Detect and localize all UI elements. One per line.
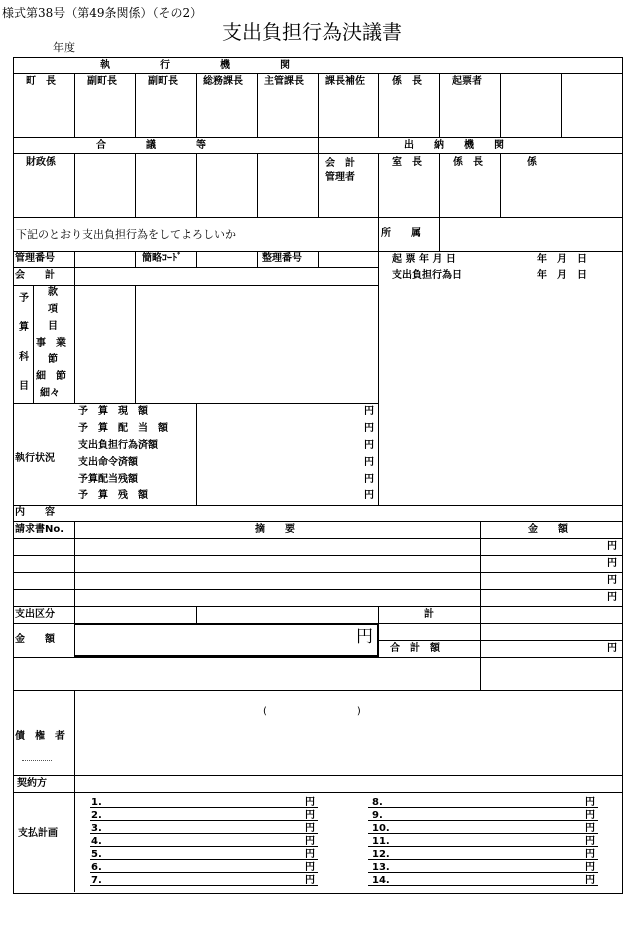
plan-right-num-5: 12.: [372, 849, 390, 860]
payment-plan-label: 支払計画: [18, 828, 58, 839]
exec-section-chief: 主管課長: [264, 76, 304, 87]
creditor-paren: ( ): [263, 706, 361, 717]
plan-left-line-3[interactable]: [90, 833, 318, 834]
exec-vice-mayor-2: 副町長: [148, 76, 178, 87]
content-yen-1: 円: [607, 541, 617, 552]
plan-left-line-2[interactable]: [90, 820, 318, 821]
council-finance: 財政係: [26, 157, 56, 168]
exec-header: 執 行 機 関: [100, 60, 290, 71]
request-statement: 下記のとおり支出負担行為をしてよろしいか: [16, 228, 236, 241]
council-header: 合 議 等: [96, 140, 206, 151]
commit-date-ymd: 年 月 日: [537, 270, 587, 281]
exec-drafter: 起票者: [452, 76, 482, 87]
status-yen-6: 円: [364, 490, 374, 501]
plan-right-line-3[interactable]: [368, 833, 598, 834]
contract-label: 契約方: [17, 778, 47, 789]
plan-left-line-1[interactable]: [90, 807, 318, 808]
fiscal-year-label: 年度: [53, 41, 75, 54]
exec-general-affairs: 総務課長: [203, 76, 243, 87]
status-yen-5: 円: [364, 474, 374, 485]
status-commitment-done: 支出負担行為済額: [78, 440, 158, 451]
amount-label: 金 額: [15, 634, 55, 645]
budget-moku: 目: [48, 321, 58, 332]
plan-left-line-7[interactable]: [90, 885, 318, 886]
budget-saisai: 細々: [40, 388, 60, 399]
budget-label-1: 予: [19, 293, 29, 304]
issue-date-label: 起 票 年 月 日: [392, 254, 456, 265]
plan-left-line-6[interactable]: [90, 872, 318, 873]
content-label: 内 容: [15, 507, 55, 518]
plan-left-num-4: 4.: [91, 836, 102, 847]
subtotal-label: 計: [424, 609, 434, 620]
plan-right-yen-7: 円: [585, 875, 595, 886]
budget-label-4: 目: [19, 381, 29, 392]
status-order-done: 支出命令済額: [78, 457, 138, 468]
status-budget-allocated: 予 算 配 当 額: [78, 423, 168, 434]
exec-status-label: 執行状況: [15, 453, 55, 464]
plan-right-line-2[interactable]: [368, 820, 598, 821]
plan-left-yen-5: 円: [305, 849, 315, 860]
content-yen-4: 円: [607, 592, 617, 603]
status-yen-4: 円: [364, 457, 374, 468]
plan-right-num-3: 10.: [372, 823, 390, 834]
plan-left-num-6: 6.: [91, 862, 102, 873]
budget-kou: 項: [48, 304, 58, 315]
status-budget-remaining: 予 算 残 額: [78, 490, 148, 501]
grand-total-label: 合 計 額: [390, 643, 440, 654]
expense-category-label: 支出区分: [15, 609, 55, 620]
plan-right-line-6[interactable]: [368, 872, 598, 873]
commit-date-label: 支出負担行為日: [392, 270, 462, 281]
plan-left-yen-7: 円: [305, 875, 315, 886]
plan-right-yen-3: 円: [585, 823, 595, 834]
affiliation-field[interactable]: [440, 218, 620, 250]
plan-right-yen-6: 円: [585, 862, 595, 873]
plan-right-line-4[interactable]: [368, 846, 598, 847]
plan-right-yen-2: 円: [585, 810, 595, 821]
form-number: 様式第38号（第49条関係）（その2）: [2, 6, 203, 20]
plan-left-line-4[interactable]: [90, 846, 318, 847]
plan-left-num-7: 7.: [91, 875, 102, 886]
budget-setsu: 節: [48, 354, 58, 365]
ref-number-label: 整理番号: [262, 253, 302, 264]
exec-unit-chief: 係 長: [392, 76, 422, 87]
status-yen-1: 円: [364, 406, 374, 417]
treasury-header: 出 納 機 関: [404, 140, 504, 151]
invoice-no-label: 請求書No.: [15, 524, 65, 535]
plan-left-line-5[interactable]: [90, 859, 318, 860]
plan-right-num-1: 8.: [372, 797, 383, 808]
treasury-accountant: 会 計 管理者: [325, 158, 355, 183]
plan-right-num-6: 13.: [372, 862, 390, 873]
grand-total-yen: 円: [607, 643, 617, 654]
content-yen-2: 円: [607, 558, 617, 569]
plan-right-yen-5: 円: [585, 849, 595, 860]
plan-right-line-5[interactable]: [368, 859, 598, 860]
budget-saisetsu: 細 節: [36, 371, 66, 382]
plan-left-yen-6: 円: [305, 862, 315, 873]
exec-deputy-chief: 課長補佐: [325, 76, 365, 87]
plan-right-line-1[interactable]: [368, 807, 598, 808]
plan-right-num-2: 9.: [372, 810, 383, 821]
budget-label-3: 科: [19, 352, 29, 363]
plan-right-line-7[interactable]: [368, 885, 598, 886]
abbr-code-label: 簡略ｺｰﾄﾞ: [142, 253, 182, 264]
creditor-label: 債 権 者: [15, 731, 65, 742]
plan-left-num-2: 2.: [91, 810, 102, 821]
issue-date-ymd: 年 月 日: [537, 254, 587, 265]
exec-vice-mayor-1: 副町長: [87, 76, 117, 87]
plan-left-yen-3: 円: [305, 823, 315, 834]
plan-left-yen-4: 円: [305, 836, 315, 847]
plan-right-num-7: 14.: [372, 875, 390, 886]
budget-kan: 款: [48, 287, 58, 298]
accounting-label: 会 計: [15, 270, 55, 281]
content-yen-3: 円: [607, 575, 617, 586]
status-yen-2: 円: [364, 423, 374, 434]
status-allocation-remaining: 予算配当残額: [78, 474, 138, 485]
status-yen-3: 円: [364, 440, 374, 451]
status-budget-current: 予 算 現 額: [78, 406, 148, 417]
budget-project: 事 業: [36, 338, 66, 349]
budget-label-2: 算: [19, 322, 29, 333]
amount-box[interactable]: [74, 623, 379, 657]
plan-right-num-4: 11.: [372, 836, 390, 847]
affiliation-label: 所 属: [381, 228, 421, 239]
mgmt-number-label: 管理番号: [15, 253, 55, 264]
treasury-unit-chief: 係 長: [453, 157, 483, 168]
plan-left-yen-2: 円: [305, 810, 315, 821]
amount-header: 金 額: [528, 524, 568, 535]
plan-left-num-1: 1.: [91, 797, 102, 808]
amount-yen: 円: [356, 627, 373, 647]
plan-left-yen-1: 円: [305, 797, 315, 808]
plan-left-num-5: 5.: [91, 849, 102, 860]
document-title: 支出負担行為決議書: [222, 20, 402, 44]
treasury-staff: 係: [527, 157, 537, 168]
summary-header: 摘 要: [255, 524, 295, 535]
plan-left-num-3: 3.: [91, 823, 102, 834]
plan-right-yen-4: 円: [585, 836, 595, 847]
treasury-room-chief: 室 長: [392, 157, 422, 168]
exec-mayor: 町 長: [26, 76, 56, 87]
plan-right-yen-1: 円: [585, 797, 595, 808]
